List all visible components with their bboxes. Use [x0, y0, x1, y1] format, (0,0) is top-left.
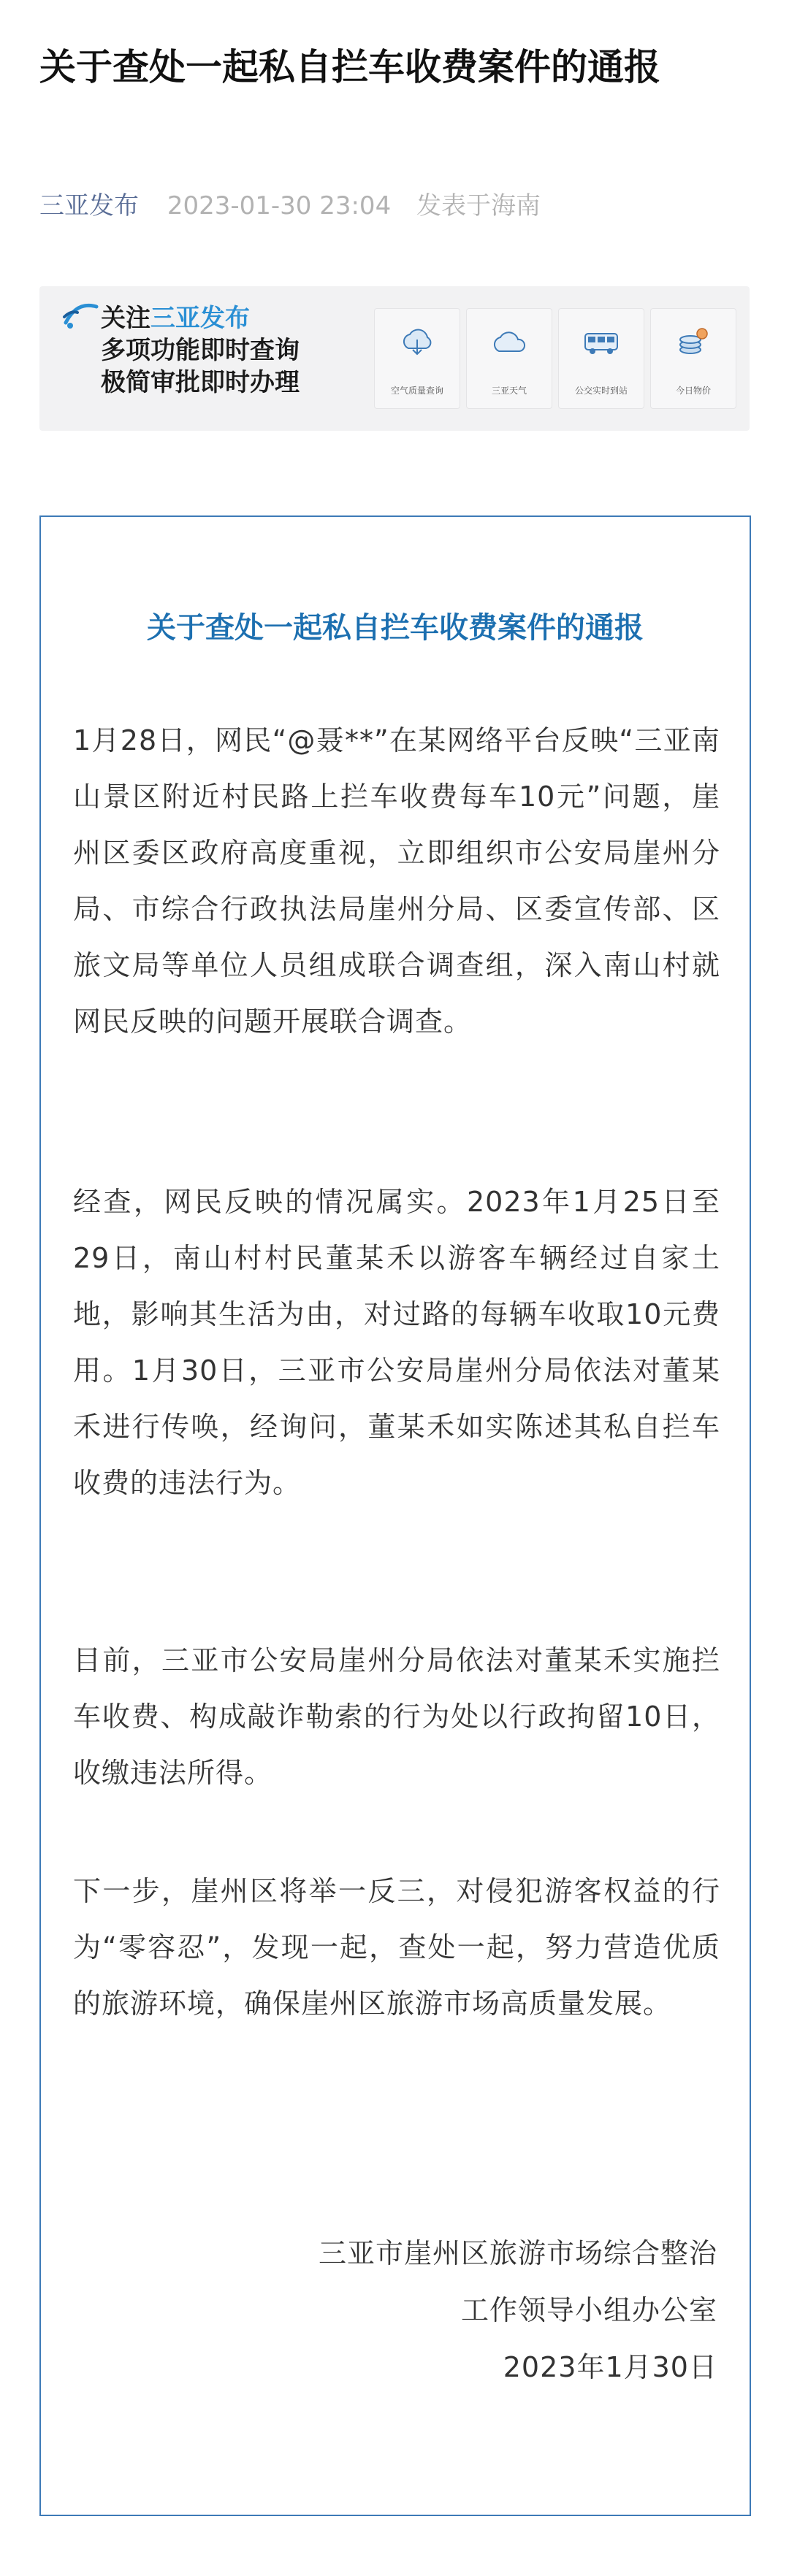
notice-paragraph-3: 目前，三亚市公安局崖州分局依法对董某禾实施拦车收费、构成敲诈勒索的行为处以行政拘留10日，收缴违法所得。: [73, 1644, 720, 1789]
signature-org-line-2: 工作领导小组办公室: [460, 2294, 717, 2326]
banner-text: [101, 302, 300, 399]
tile-price[interactable]: [650, 308, 736, 409]
tile-label: 今日物价: [675, 386, 711, 396]
banner-line-1: [101, 302, 300, 334]
notice-title: 关于查处一起私自拦车收费案件的通报: [147, 611, 644, 645]
tile-label: 空气质量查询: [390, 386, 443, 396]
tile-label: 三亚天气: [491, 386, 527, 396]
banner-line-2: 多项功能即时查询: [101, 336, 300, 365]
bus-icon: [579, 322, 623, 363]
banner-account-highlight: 三亚发布: [150, 304, 250, 333]
notice-card: [39, 515, 751, 2516]
account-logo-icon: [61, 301, 99, 330]
notice-paragraph-4: 下一步，崖州区将举一反三，对侵犯游客权益的行为“零容忍”，发现一起，查处一起，努力营造优质的旅游环境，确保崖州区旅游市场高质量发展。: [73, 1875, 720, 2020]
publish-datetime: 2023-01-30 23:04: [167, 191, 392, 221]
signature-date: 2023年1月30日: [503, 2351, 717, 2383]
signature-org-line-1: 三亚市崖州区旅游市场综合整治: [318, 2237, 717, 2269]
banner-service-tiles: [374, 308, 736, 409]
notice-paragraph-2: 经查，网民反映的情况属实。2023年1月25日至29日，南山村村民董某禾以游客车辆经过自家土地，影响其生活为由，对过路的每辆车收取10元费用。1月30日，三亚市公安局崖州分局依法对董某禾进行传唤，经询问，董某禾如实陈述其私自拦车收费的违法行为。: [73, 1186, 720, 1499]
tile-weather[interactable]: [466, 308, 552, 409]
price-coins-icon: [673, 322, 714, 363]
account-name-link[interactable]: 三亚发布: [39, 191, 139, 221]
publish-location: 发表于海南: [416, 191, 541, 221]
tile-air-quality[interactable]: [374, 308, 460, 409]
banner-line-3: 极简审批即时办理: [101, 368, 300, 397]
tile-label: 公交实时到站: [574, 386, 628, 396]
banner-follow-prefix: 关注: [101, 304, 150, 333]
article-title: 关于查处一起私自拦车收费案件的通报: [39, 46, 660, 88]
air-quality-icon: [397, 322, 438, 363]
promo-banner[interactable]: [39, 286, 750, 431]
weather-cloud-icon: [489, 322, 530, 363]
article-meta: [39, 184, 541, 228]
notice-paragraph-1: 1月28日，网民“@聂**”在某网络平台反映“三亚南山景区附近村民路上拦车收费每车10元”问题，崖州区委区政府高度重视，立即组织市公安局崖州分局、市综合行政执法局崖州分局、区委宣传部、区旅文局等单位人员组成联合调查组，深入南山村就网民反映的问题开展联合调查。: [73, 724, 720, 1038]
tile-bus[interactable]: [558, 308, 644, 409]
